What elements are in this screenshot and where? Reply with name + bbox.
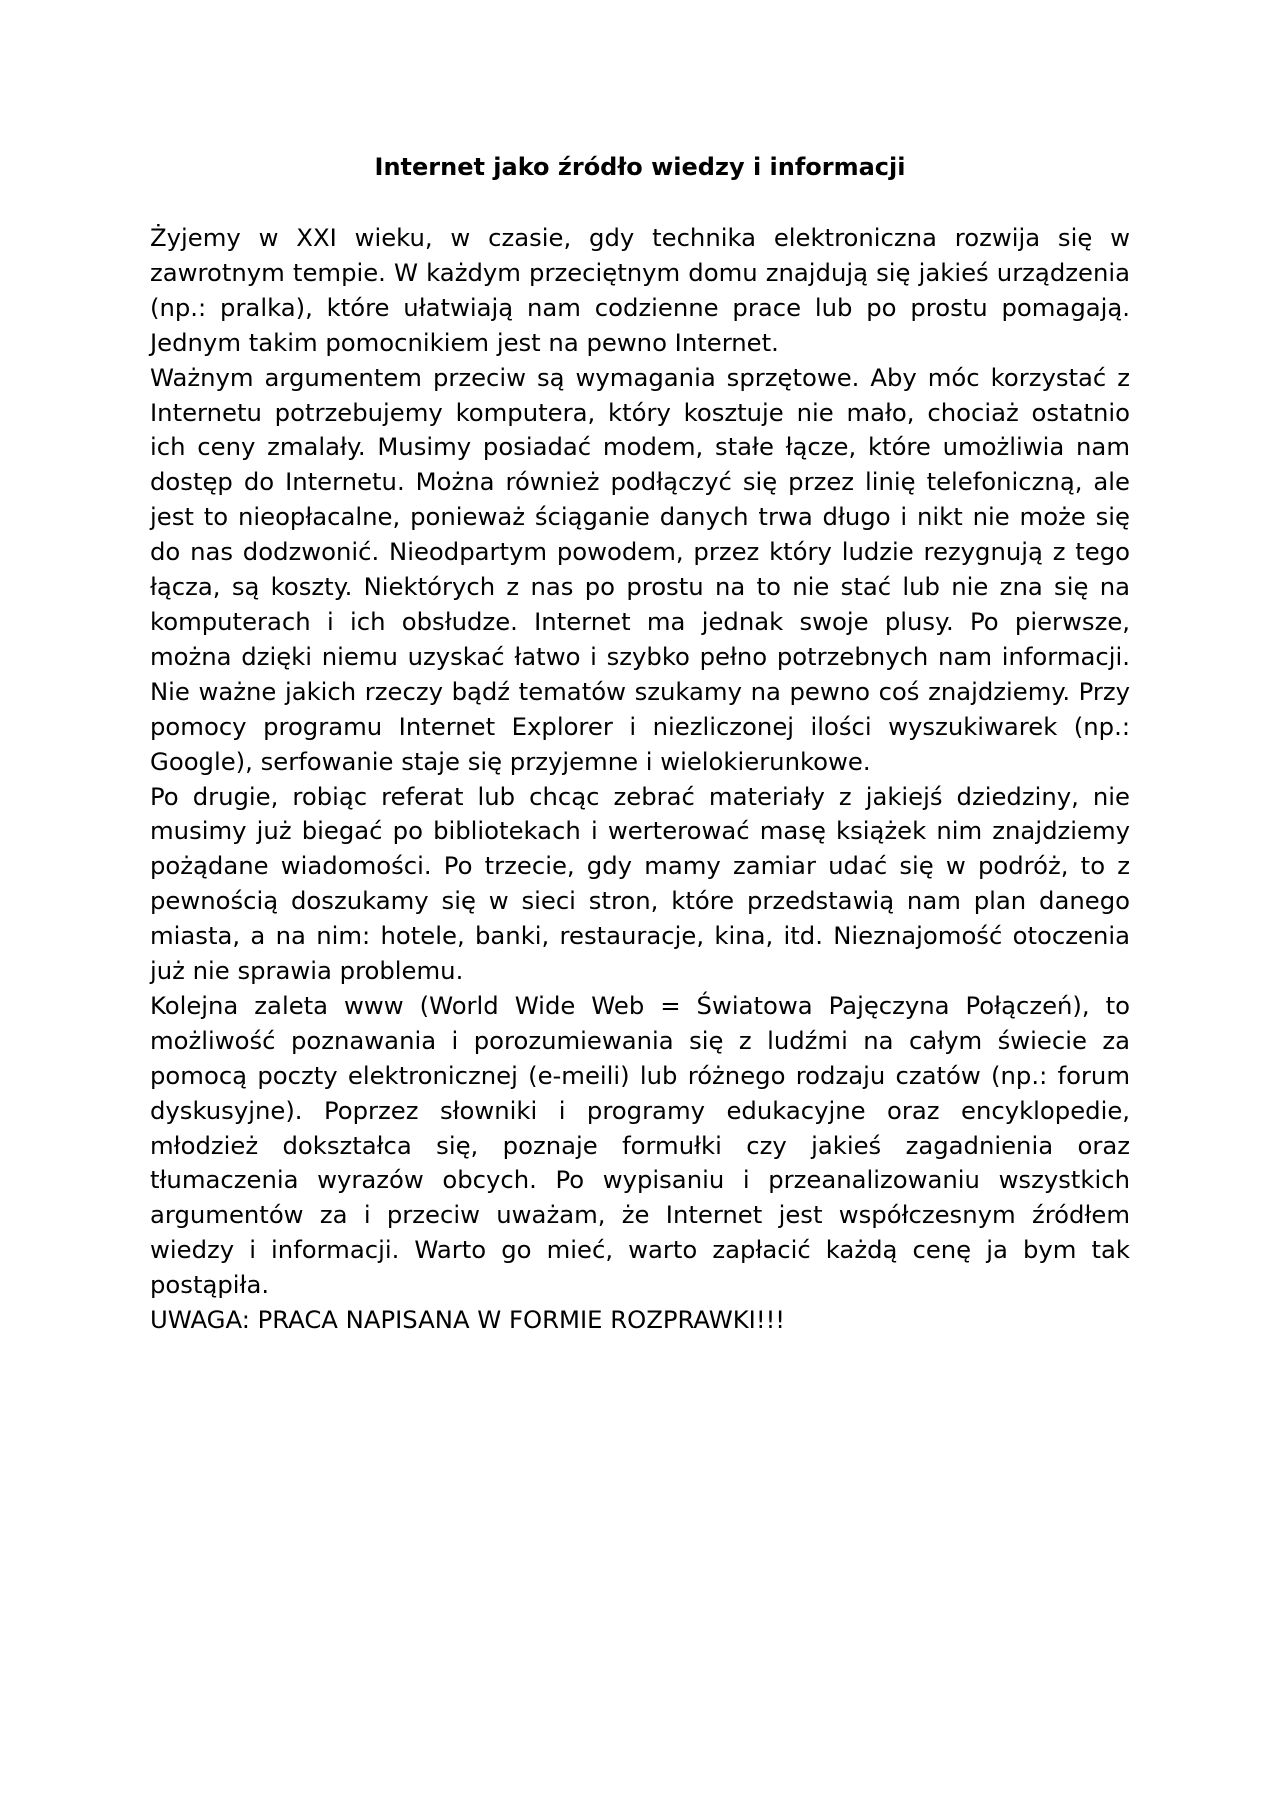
- paragraph-intro: Żyjemy w XXI wieku, w czasie, gdy technika elektroniczna rozwija się w zawrotnym tempie. W każdym przeciętnym domu znajdują się jakieś urządzenia (np.: pralka), które ułatwiają nam codzienne prace lub po prostu pomagają. Jednym takim pomocnikiem jest na pewno Internet.: [150, 223, 1130, 357]
- paragraph-second-third: Po drugie, robiąc referat lub chcąc zebrać materiały z jakiejś dziedziny, nie musimy już biegać po bibliotekach i werterować masę książek nim znajdziemy pożądane wiadomości. Po trzecie, gdy mamy zamiar udać się w podróż, to z pewnością doszukamy się w sieci stron, które przedstawią nam plan danego miasta, a na nim: hotele, banki, restauracje, kina, itd. Nieznajomość otoczenia już nie sprawia problemu.: [150, 781, 1130, 986]
- paragraph-www: Kolejna zaleta www (World Wide Web = Światowa Pajęczyna Połączeń), to możliwość poznawania i porozumiewania się z ludźmi na całym świecie za pomocą poczty elektronicznej (e-meili) lub różnego rodzaju czatów (np.: forum dyskusyjne). Poprzez słowniki i programy edukacyjne oraz encyklopedie, młodzież dokształca się, poznaje formułki czy jakieś zagadnienia oraz tłumaczenia wyrazów obcych. Po wypisaniu i przeanalizowaniu wszystkich argumentów za i przeciw uważam, że Internet jest współczesnym źródłem wiedzy i informacji. Warto go mieć, warto zapłacić każdą cenę ja bym tak postąpiła.: [150, 990, 1130, 1300]
- paragraph-arguments: Ważnym argumentem przeciw są wymagania sprzętowe. Aby móc korzystać z Internetu potrzebujemy komputera, który kosztuje nie mało, chociaż ostatnio ich ceny zmalały. Musimy posiadać modem, stałe łącze, które umożliwia nam dostęp do Internetu. Można również podłączyć się przez linię telefoniczną, ale jest to nieopłacalne, ponieważ ściąganie danych trwa długo i nikt nie może się do nas dodzwonić. Nieodpartym powodem, przez który ludzie rezygnują z tego łącza, są koszty. Niektórych z nas po prostu na to nie stać lub nie zna się na komputerach i ich obsłudze. Internet ma jednak swoje plusy. Po pierwsze, można dzięki niemu uzyskać łatwo i szybko pełno potrzebnych nam informacji. Nie ważne jakich rzeczy bądź tematów szukamy na pewno coś znajdziemy. Przy pomocy programu Internet Explorer i niezliczonej ilości wyszukiwarek (np.: Google), serfowanie staje się przyjemne i wielokierunkowe.: [150, 362, 1130, 776]
- document-title: Internet jako źródło wiedzy i informacji: [374, 153, 906, 181]
- paragraph-note: UWAGA: PRACA NAPISANA W FORMIE ROZPRAWKI!!!: [150, 1305, 786, 1335]
- document-body: [150, 221, 1130, 1338]
